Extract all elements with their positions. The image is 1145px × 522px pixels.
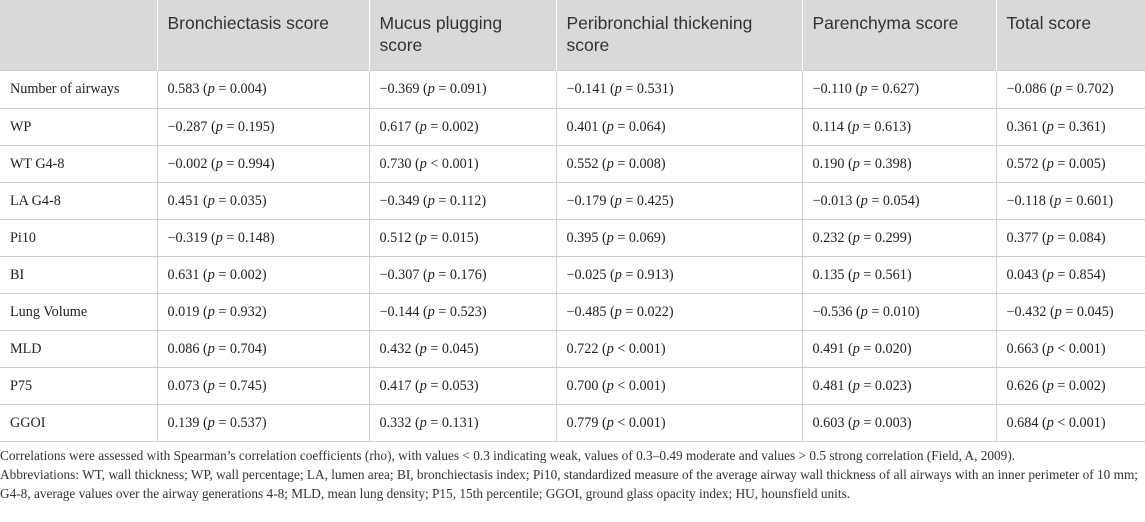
rho-value: 0.043	[1006, 266, 1039, 283]
p-value: = 0.702	[1065, 81, 1109, 97]
p-symbol: p	[606, 414, 614, 431]
p-value: = 0.005	[1057, 155, 1101, 172]
p-value: = 0.064	[617, 118, 661, 135]
p-value: = 0.854	[1057, 266, 1101, 283]
table-cell: 0.432 (p = 0.045)	[369, 331, 556, 368]
p-value: = 0.053	[430, 377, 474, 394]
p-value: = 0.561	[863, 266, 907, 283]
table-cell: 0.019 (p = 0.932)	[157, 294, 369, 331]
p-value: = 0.045	[1065, 303, 1109, 320]
table-cell: 0.730 (p < 0.001)	[369, 146, 556, 183]
table-cell: −0.179 (p = 0.425)	[556, 183, 802, 220]
p-symbol: p	[215, 118, 223, 135]
p-value: = 0.148	[226, 229, 270, 246]
table-body	[0, 71, 1145, 442]
rho-value: 0.572	[1006, 155, 1039, 172]
table-row	[0, 146, 1145, 183]
p-symbol: p	[606, 340, 614, 357]
rho-value: −0.349	[379, 192, 420, 209]
rho-value: 0.417	[379, 377, 412, 394]
table-cell: 0.552 (p = 0.008)	[556, 146, 802, 183]
p-symbol: p	[1054, 303, 1062, 320]
table-row	[0, 71, 1145, 109]
p-value: < 0.001	[617, 340, 661, 357]
table-row	[0, 405, 1145, 442]
rho-value: 0.481	[812, 377, 845, 394]
table-cell: −0.002 (p = 0.994)	[157, 146, 369, 183]
table-cell: 0.086 (p = 0.704)	[157, 331, 369, 368]
table-cell: 0.401 (p = 0.064)	[556, 109, 802, 146]
p-symbol: p	[614, 192, 622, 209]
table-cell: −0.086 (p = 0.702)	[996, 71, 1145, 109]
table-cell: 0.583 (p = 0.004)	[157, 71, 369, 109]
table-cell: 0.139 (p = 0.537)	[157, 405, 369, 442]
p-symbol: p	[860, 192, 868, 209]
p-value: = 0.069	[617, 229, 661, 246]
row-label: WT G4-8	[0, 146, 157, 183]
rho-value: 0.684	[1006, 414, 1039, 431]
table-cell: 0.603 (p = 0.003)	[802, 405, 996, 442]
p-symbol: p	[614, 266, 622, 283]
p-value: = 0.015	[430, 229, 474, 246]
table-cell: −0.307 (p = 0.176)	[369, 257, 556, 294]
table-cell: 0.395 (p = 0.069)	[556, 220, 802, 257]
table-cell: −0.319 (p = 0.148)	[157, 220, 369, 257]
row-label: Pi10	[0, 220, 157, 257]
rho-value: −0.485	[566, 303, 607, 320]
rho-value: −0.110	[812, 81, 852, 97]
p-value: = 0.004	[218, 81, 262, 97]
p-value: = 0.745	[218, 377, 262, 394]
p-symbol: p	[1046, 266, 1054, 283]
rho-value: −0.536	[812, 303, 853, 320]
table-cell: 0.512 (p = 0.015)	[369, 220, 556, 257]
p-symbol: p	[852, 377, 860, 394]
p-value: = 0.932	[218, 303, 262, 320]
footnote-abbreviations: Abbreviations: WT, wall thickness; WP, wall percentage; LA, lumen area; BI, bronchiectasis index; Pi10, standardized measure of the average airway wall thickness of all airways with an inner perimeter of 10 mm; G4-8, average values over the airway generations 4-8; MLD, mean lung density; P15, 15th percentile; GGOI, ground glass opacity index; HU, hounsfield units.	[0, 467, 1139, 501]
rho-value: 0.631	[167, 266, 200, 283]
rho-value: 0.730	[379, 155, 412, 172]
p-symbol: p	[207, 303, 215, 320]
rho-value: −0.179	[566, 192, 607, 209]
rho-value: −0.287	[167, 118, 208, 135]
p-value: < 0.001	[1057, 340, 1101, 357]
rho-value: 0.583	[167, 81, 200, 97]
header-cell-parenchyma: Parenchyma score	[802, 0, 996, 71]
rho-value: −0.002	[167, 155, 208, 172]
p-value: = 0.045	[430, 340, 474, 357]
p-symbol: p	[427, 81, 435, 97]
table-cell: −0.432 (p = 0.045)	[996, 294, 1145, 331]
table-cell: 0.361 (p = 0.361)	[996, 109, 1145, 146]
p-value: = 0.176	[438, 266, 482, 283]
rho-value: 0.135	[812, 266, 845, 283]
p-symbol: p	[419, 414, 427, 431]
table-row	[0, 109, 1145, 146]
table-cell: 0.491 (p = 0.020)	[802, 331, 996, 368]
table-row	[0, 331, 1145, 368]
table-cell: 0.779 (p < 0.001)	[556, 405, 802, 442]
p-symbol: p	[207, 192, 215, 209]
p-symbol: p	[207, 377, 215, 394]
rho-value: 0.019	[167, 303, 200, 320]
p-value: = 0.010	[871, 303, 915, 320]
rho-value: 0.139	[167, 414, 200, 431]
header-cell-bronchiectasis: Bronchiectasis score	[157, 0, 369, 71]
rho-value: 0.491	[812, 340, 845, 357]
p-value: = 0.020	[863, 340, 907, 357]
row-label: Lung Volume	[0, 294, 157, 331]
p-symbol: p	[419, 377, 427, 394]
rho-value: 0.114	[812, 118, 844, 135]
table-cell: −0.144 (p = 0.523)	[369, 294, 556, 331]
table-cell: −0.118 (p = 0.601)	[996, 183, 1145, 220]
table-cell: −0.013 (p = 0.054)	[802, 183, 996, 220]
table-cell: 0.114 (p = 0.613)	[802, 109, 996, 146]
table-cell: 0.700 (p < 0.001)	[556, 368, 802, 405]
table-cell: 0.332 (p = 0.131)	[369, 405, 556, 442]
rho-value: 0.663	[1006, 340, 1039, 357]
table-row	[0, 183, 1145, 220]
table-cell: 0.190 (p = 0.398)	[802, 146, 996, 183]
p-symbol: p	[419, 155, 427, 172]
p-symbol: p	[606, 118, 614, 135]
p-symbol: p	[852, 414, 860, 431]
rho-value: 0.377	[1006, 229, 1039, 246]
rho-value: 0.232	[812, 229, 845, 246]
rho-value: −0.307	[379, 266, 420, 283]
rho-value: −0.025	[566, 266, 607, 283]
row-label: MLD	[0, 331, 157, 368]
header-cell-total: Total score	[996, 0, 1145, 71]
p-value: = 0.704	[218, 340, 262, 357]
p-value: < 0.001	[1057, 414, 1101, 431]
p-symbol: p	[614, 81, 622, 97]
table-cell: 0.451 (p = 0.035)	[157, 183, 369, 220]
table-cell: 0.684 (p < 0.001)	[996, 405, 1145, 442]
table-cell: −0.349 (p = 0.112)	[369, 183, 556, 220]
p-value: < 0.001	[617, 414, 661, 431]
p-symbol: p	[207, 266, 215, 283]
rho-value: 0.395	[566, 229, 599, 246]
header-cell-corner	[0, 0, 157, 71]
p-symbol: p	[419, 118, 427, 135]
p-value: = 0.002	[218, 266, 262, 283]
rho-value: 0.073	[167, 377, 200, 394]
p-value: = 0.537	[218, 414, 262, 431]
p-value: = 0.195	[226, 118, 270, 135]
row-label: Number of airways	[0, 71, 157, 109]
table-cell: 0.043 (p = 0.854)	[996, 257, 1145, 294]
p-value: = 0.299	[863, 229, 907, 246]
table-cell: 0.572 (p = 0.005)	[996, 146, 1145, 183]
p-symbol: p	[427, 266, 435, 283]
p-symbol: p	[860, 303, 868, 320]
table-cell: 0.663 (p < 0.001)	[996, 331, 1145, 368]
p-symbol: p	[427, 192, 435, 209]
rho-value: 0.401	[566, 118, 599, 135]
rho-value: 0.432	[379, 340, 412, 357]
p-symbol: p	[606, 155, 614, 172]
p-symbol: p	[207, 81, 215, 97]
table-cell: −0.536 (p = 0.010)	[802, 294, 996, 331]
p-value: = 0.398	[863, 155, 907, 172]
rho-value: −0.118	[1006, 192, 1046, 209]
p-value: = 0.054	[871, 192, 915, 209]
p-symbol: p	[215, 155, 223, 172]
p-symbol: p	[1046, 155, 1054, 172]
rho-value: −0.141	[566, 81, 607, 97]
table-cell: 0.417 (p = 0.053)	[369, 368, 556, 405]
p-symbol: p	[1046, 229, 1054, 246]
rho-value: 0.552	[566, 155, 599, 172]
p-value: = 0.425	[625, 192, 669, 209]
p-value: < 0.001	[430, 155, 474, 172]
p-value: = 0.601	[1064, 192, 1109, 209]
p-symbol: p	[1054, 192, 1062, 209]
p-value: = 0.361	[1057, 118, 1101, 135]
p-value: = 0.035	[218, 192, 262, 209]
table-cell: 0.631 (p = 0.002)	[157, 257, 369, 294]
p-symbol: p	[852, 266, 860, 283]
table-row	[0, 294, 1145, 331]
table-cell: 0.232 (p = 0.299)	[802, 220, 996, 257]
rho-value: 0.190	[812, 155, 845, 172]
table-cell: −0.141 (p = 0.531)	[556, 71, 802, 109]
p-symbol: p	[207, 340, 215, 357]
p-value: = 0.023	[863, 377, 907, 394]
header-cell-peribronchial: Peribronchial thickening score	[556, 0, 802, 71]
row-label: WP	[0, 109, 157, 146]
table-cell: 0.135 (p = 0.561)	[802, 257, 996, 294]
p-symbol: p	[419, 229, 427, 246]
p-symbol: p	[852, 118, 860, 135]
p-value: = 0.131	[430, 414, 474, 431]
p-symbol: p	[852, 155, 860, 172]
p-symbol: p	[419, 340, 427, 357]
rho-value: −0.013	[812, 192, 853, 209]
table-row	[0, 257, 1145, 294]
p-symbol: p	[215, 229, 223, 246]
p-value: = 0.008	[617, 155, 661, 172]
table-cell: 0.617 (p = 0.002)	[369, 109, 556, 146]
row-label: P75	[0, 368, 157, 405]
p-value: = 0.002	[1057, 377, 1101, 394]
footnote-correlation: Correlations were assessed with Spearman’s correlation coefficients (rho), with values < 0.3 indicating weak, values of 0.3–0.49 moderate and values > 0.5 strong correlation (Field, A, 2009).	[0, 448, 1016, 463]
rho-value: 0.086	[167, 340, 200, 357]
rho-value: 0.361	[1006, 118, 1039, 135]
table-cell: 0.722 (p < 0.001)	[556, 331, 802, 368]
rho-value: 0.626	[1006, 377, 1039, 394]
rho-value: 0.332	[379, 414, 412, 431]
table-footnotes	[0, 442, 1145, 503]
p-value: = 0.994	[226, 155, 270, 172]
rho-value: −0.086	[1006, 81, 1047, 97]
p-value: = 0.613	[862, 118, 907, 135]
table-cell: −0.485 (p = 0.022)	[556, 294, 802, 331]
p-value: = 0.022	[625, 303, 669, 320]
table-cell: 0.626 (p = 0.002)	[996, 368, 1145, 405]
p-value: = 0.112	[438, 192, 482, 209]
rho-value: 0.512	[379, 229, 412, 246]
p-symbol: p	[1054, 81, 1062, 97]
p-value: = 0.523	[438, 303, 482, 320]
p-value: = 0.627	[870, 81, 915, 97]
rho-value: 0.779	[566, 414, 599, 431]
table-cell: 0.377 (p = 0.084)	[996, 220, 1145, 257]
rho-value: −0.369	[379, 81, 420, 97]
p-symbol: p	[427, 303, 435, 320]
header-row	[0, 0, 1145, 71]
rho-value: 0.617	[379, 118, 412, 135]
rho-value: 0.603	[812, 414, 845, 431]
p-value: < 0.001	[617, 377, 661, 394]
table-cell: −0.110 (p = 0.627)	[802, 71, 996, 109]
p-symbol: p	[1046, 414, 1054, 431]
p-value: = 0.531	[625, 81, 669, 97]
rho-value: −0.144	[379, 303, 420, 320]
p-value: = 0.091	[438, 81, 482, 97]
table-row	[0, 220, 1145, 257]
p-symbol: p	[1046, 118, 1054, 135]
p-symbol: p	[852, 340, 860, 357]
rho-value: 0.451	[167, 192, 200, 209]
row-label: BI	[0, 257, 157, 294]
p-value: = 0.002	[430, 118, 474, 135]
header-cell-mucus-plugging: Mucus plugging score	[369, 0, 556, 71]
rho-value: −0.319	[167, 229, 208, 246]
rho-value: 0.700	[566, 377, 599, 394]
p-symbol: p	[852, 229, 860, 246]
table-cell: −0.287 (p = 0.195)	[157, 109, 369, 146]
table-cell: 0.073 (p = 0.745)	[157, 368, 369, 405]
p-symbol: p	[606, 229, 614, 246]
p-symbol: p	[614, 303, 622, 320]
table-cell: −0.025 (p = 0.913)	[556, 257, 802, 294]
p-value: = 0.084	[1057, 229, 1101, 246]
p-value: = 0.913	[625, 266, 669, 283]
p-symbol: p	[207, 414, 215, 431]
row-label: LA G4-8	[0, 183, 157, 220]
p-symbol: p	[606, 377, 614, 394]
p-symbol: p	[1046, 340, 1054, 357]
table-cell: −0.369 (p = 0.091)	[369, 71, 556, 109]
table-row	[0, 368, 1145, 405]
rho-value: 0.722	[566, 340, 599, 357]
row-label: GGOI	[0, 405, 157, 442]
p-value: = 0.003	[863, 414, 907, 431]
p-symbol: p	[1046, 377, 1054, 394]
rho-value: −0.432	[1006, 303, 1047, 320]
table-cell: 0.481 (p = 0.023)	[802, 368, 996, 405]
p-symbol: p	[860, 81, 868, 97]
